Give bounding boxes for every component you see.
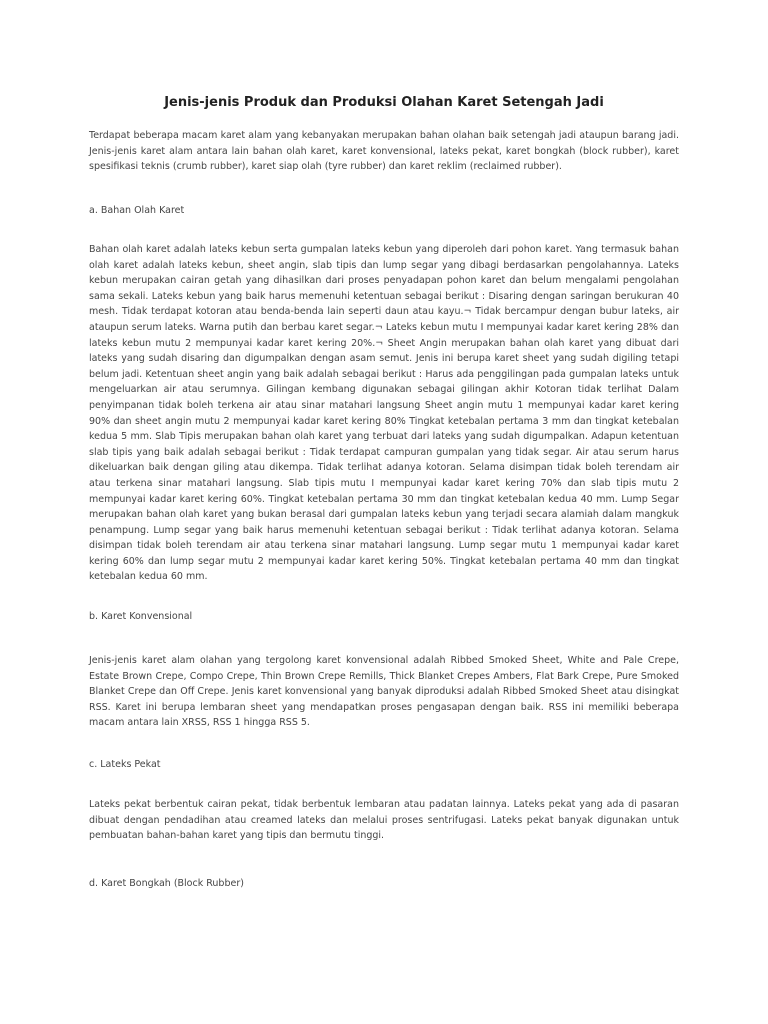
section-body-c: Lateks pekat berbentuk cairan pekat, tidak berbentuk lembaran atau padatan lainnya. Lateks pekat yang ada di pasaran dibuat dengan pendadihan atau creamed lateks dan melalui proses sentrifugasi. Lateks pekat banyak digunakan untuk pembuatan bahan-bahan karet yang tipis dan bermutu tinggi. — [89, 799, 679, 842]
intro-paragraph: Terdapat beberapa macam karet alam yang kebanyakan merupakan bahan olahan baik setengah jadi ataupun barang jadi. Jenis-jenis karet alam antara lain bahan olah karet, karet konvensional, lateks pekat, karet bongkah (block rubber), karet spesifikasi teknis (crumb rubber), karet siap olah (tyre rubber) dan karet reklim (reclaimed rubber). — [89, 130, 679, 173]
section-heading-c: c. Lateks Pekat — [89, 759, 161, 770]
section-heading-a: a. Bahan Olah Karet — [89, 205, 185, 216]
section-heading-d: d. Karet Bongkah (Block Rubber) — [89, 878, 244, 889]
document-title: Jenis-jenis Produk dan Produksi Olahan Karet Setengah Jadi — [164, 95, 604, 110]
section-body-a: Bahan olah karet adalah lateks kebun serta gumpalan lateks kebun yang diperoleh dari pohon karet. Yang termasuk bahan olah karet adalah lateks kebun, sheet angin, slab tipis dan lump segar yang dibagi berdasarkan pengolahannya. Lateks kebun merupakan cairan getah yang dihasilkan dari proses penyadapan pohon karet dan belum mengalami pengolahan sama sekali. Lateks kebun yang baik harus memenuhi ketentuan sebagai berikut : Disaring dengan saringan berukuran 40 mesh. Tidak terdapat kotoran atau benda-benda lain seperti daun atau kayu.¬ Tidak bercampur dengan bubur lateks, air ataupun serum lateks. Warna putih dan berbau karet segar.¬ Lateks kebun mutu I mempunyai kadar karet kering 28% dan lateks kebun mutu 2 mempunyai kadar karet kering 20%.¬ Sheet Angin merupakan bahan olah karet yang dibuat dari lateks yang sudah disaring dan digumpalkan dengan asam semut. Jenis ini berupa karet sheet yang sudah digiling tetapi belum jadi. Ketentuan sheet angin yang baik adalah sebagai berikut : Harus ada penggilingan pada gumpalan lateks untuk mengeluarkan air atau serumnya. Gilingan kembang digunakan sebagai gilingan akhir Kotoran tidak terlihat Dalam penyimpanan tidak boleh terkena air atau sinar matahari langsung Sheet angin mutu 1 mempunyai kadar karet kering 90% dan sheet angin mutu 2 mempunyai kadar karet kering 80% Tingkat ketebalan pertama 3 mm dan tingkat ketebalan kedua 5 mm. Slab Tipis merupakan bahan olah karet yang terbuat dari lateks yang sudah digumpalkan. Adapun ketentuan slab tipis yang baik adalah sebagai berikut : Tidak terdapat campuran gumpalan yang tidak segar. Air atau serum harus dikeluarkan baik dengan giling atau dikempa. Tidak terlihat adanya kotoran. Selama disimpan tidak boleh terendam air atau terkena sinar matahari langsung. Slab tipis mutu I mempunyai kadar karet kering 70% dan slab tipis mutu 2 mempunyai kadar karet kering 60%. Tingkat ketebalan pertama 30 mm dan tingkat ketebalan kedua 40 mm. Lump Segar merupakan bahan olah karet yang bukan berasal dari gumpalan lateks kebun yang terjadi secara alamiah dalam mangkuk penampung. Lump segar yang baik harus memenuhi ketentuan sebagai berikut : Tidak terlihat adanya kotoran. Selama disimpan tidak boleh terendam air atau terkena sinar matahari langsung. Lump segar mutu 1 mempunyai kadar karet kering 60% dan lump segar mutu 2 mempunyai kadar karet kering 50%. Tingkat ketebalan pertama 40 mm dan tingkat ketebalan kedua 60 mm. — [89, 244, 679, 583]
section-heading-b: b. Karet Konvensional — [89, 611, 193, 622]
section-body-b: Jenis-jenis karet alam olahan yang tergolong karet konvensional adalah Ribbed Smoked Sheet, White and Pale Crepe, Estate Brown Crepe, Compo Crepe, Thin Brown Crepe Remills, Thick Blanket Crepes Ambers, Flat Bark Crepe, Pure Smoked Blanket Crepe dan Off Crepe. Jenis karet konvensional yang banyak diproduksi adalah Ribbed Smoked Sheet atau disingkat RSS. Karet ini berupa lembaran sheet yang mendapatkan proses pengasapan dengan baik. RSS ini memiliki beberapa macam antara lain XRSS, RSS 1 hingga RSS 5. — [89, 655, 679, 729]
